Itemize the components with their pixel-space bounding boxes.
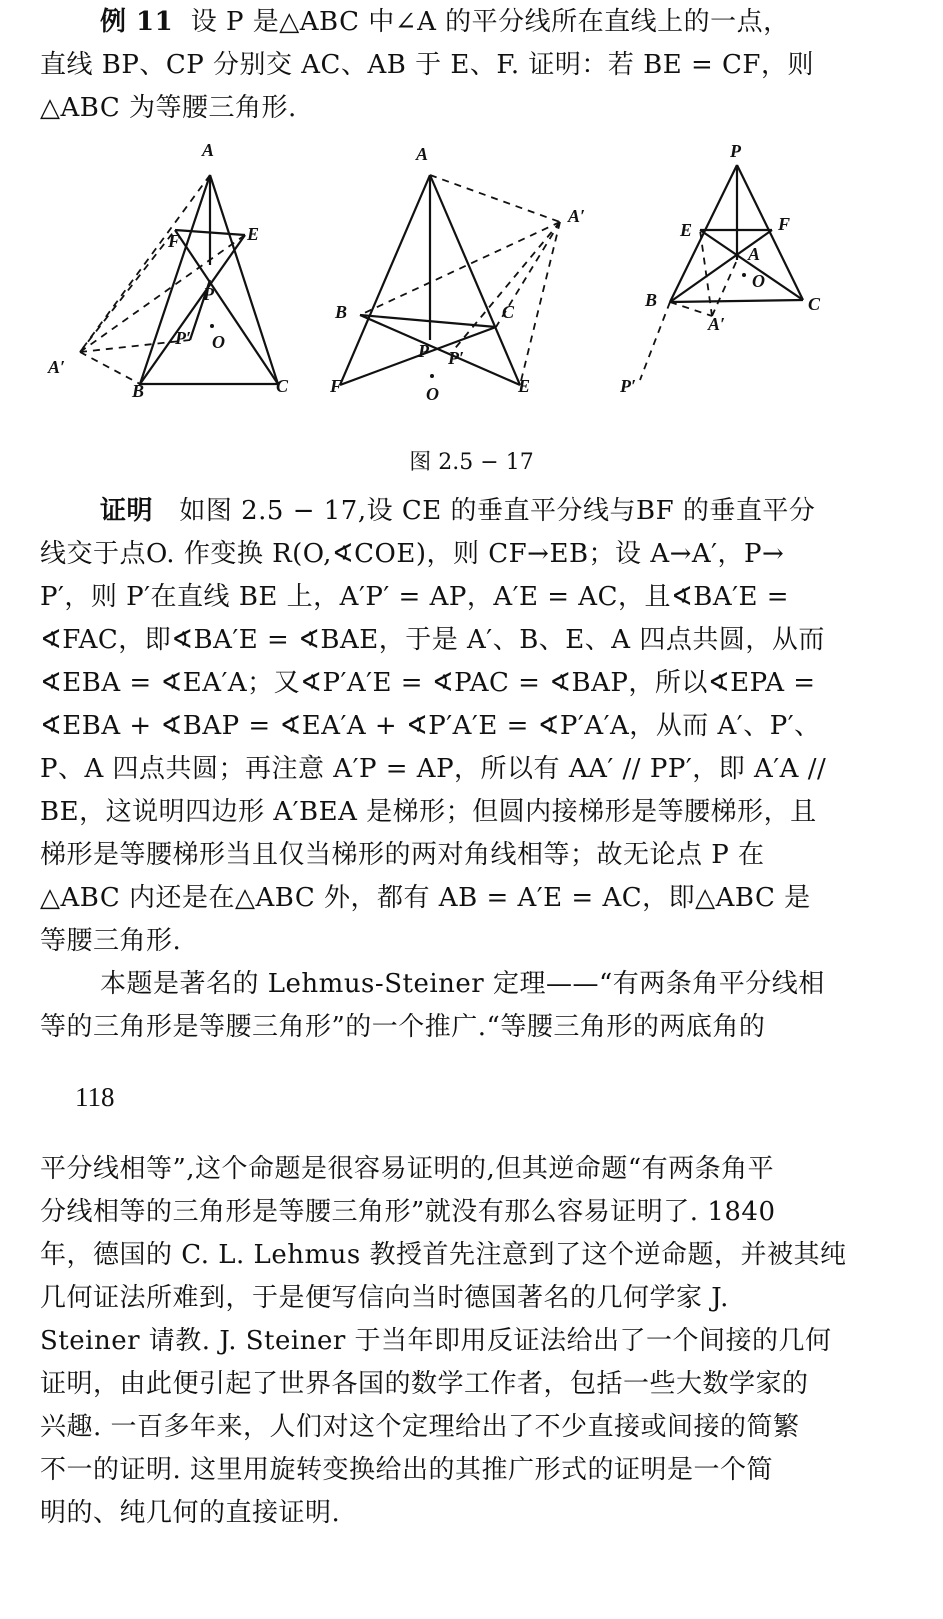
right-label-p: P (730, 141, 741, 161)
continuation-line-9: 明的、纯几何的直接证明. (40, 1498, 341, 1528)
problem-text: 设 P 是△ABC 中∠A 的平分线所在直线上的一点， (190, 7, 790, 37)
middle-label-p-prime: P′ (448, 348, 465, 368)
figure-2-5-17 (0, 130, 943, 430)
middle-diagram (329, 144, 585, 404)
continuation-line-7: 兴趣. 一百多年来，人们对这个定理给出了不少直接或间接的简繁 (40, 1412, 800, 1442)
middle-dash-aa (430, 175, 560, 222)
proof-heading: 证明 (100, 496, 154, 526)
left-dash-ap (80, 340, 190, 352)
problem-line-2: 直线 BP、CP 分别交 AC、AB 于 E、F. 证明：若 BE = CF，则 (40, 50, 814, 80)
right-label-p-prime: P′ (620, 376, 637, 396)
proof-line-9: 梯形是等腰梯形当且仅当梯形的两对角线相等；故无论点 P 在 (40, 840, 765, 870)
middle-label-f: F (330, 376, 343, 396)
left-label-a: A (202, 140, 215, 160)
continuation-line-2: 分线相等的三角形是等腰三角形”就没有那么容易证明了. 1840 (40, 1197, 776, 1227)
page-number: 118 (75, 1082, 115, 1112)
proof-line-6: ∢EBA + ∢BAP = ∢EA′A + ∢P′A′E = ∢P′A′A，从而 A′、P′、 (40, 711, 821, 741)
left-segment-cf (175, 230, 278, 384)
right-line-bc (670, 300, 803, 302)
middle-point-o (430, 374, 434, 378)
figure-caption: 图 2.5 − 17 (409, 450, 534, 475)
proof-line-10: △ABC 内还是在△ABC 外，都有 AB = A′E = AC，即△ABC 是 (40, 883, 811, 913)
right-label-e: E (680, 220, 693, 240)
right-dash-bp (640, 302, 670, 380)
right-label-a-prime: A′ (708, 314, 726, 334)
continuation-line-4: 几何证法所难到，于是便写信向当时德国著名的几何学家 J. (40, 1283, 729, 1313)
proof-line-11: 等腰三角形. (40, 926, 182, 956)
middle-line-bc (360, 315, 496, 327)
continuation-line-8: 不一的证明. 这里用旋转变换给出的其推广形式的证明是一个简 (40, 1455, 774, 1485)
middle-label-e: E (518, 376, 531, 396)
middle-label-p: P (418, 341, 429, 361)
right-diagram (619, 141, 821, 396)
proof-line-4: ∢FAC，即∢BA′E = ∢BAE，于是 A′、B、E、A 四点共圆，从而 (40, 625, 825, 655)
left-label-c: C (276, 376, 289, 396)
left-label-p-prime: P′ (175, 328, 192, 348)
middle-label-o: O (426, 384, 439, 404)
continuation-line-5: Steiner 请教. J. Steiner 于当年即用反证法给出了一个间接的几何 (40, 1326, 832, 1356)
proof-line-2: 线交于点O. 作变换 R(O,∢COE)，则 CF→EB；设 A→A′，P→ (40, 539, 785, 569)
right-point-o (742, 273, 746, 277)
proof-line-8: BE，这说明四边形 A′BEA 是梯形；但圆内接梯形是等腰梯形，且 (40, 797, 817, 827)
proof-line-1 (100, 495, 815, 527)
left-label-f: F (168, 231, 181, 251)
continuation-line-6: 证明，由此便引起了世界各国的数学工作者，包括一些大数学家的 (40, 1369, 809, 1399)
proof-line-5: ∢EBA = ∢EA′A；又∢P′A′E = ∢PAC = ∢BAP，所以∢EPA = (40, 668, 816, 698)
proof-text: 如图 2.5 − 17,设 CE 的垂直平分线与BF 的垂直平分 (179, 496, 816, 526)
left-label-e: E (247, 224, 260, 244)
left-label-b: B (132, 381, 145, 401)
left-label-o: O (212, 332, 225, 352)
remark-line-2: 等的三角形是等腰三角形”的一个推广.“等腰三角形的两底角的 (40, 1012, 766, 1042)
left-point-o (210, 324, 214, 328)
right-label-o: O (752, 271, 765, 291)
middle-label-b: B (335, 302, 348, 322)
proof-line-7: P、A 四点共圆；再注意 A′P = AP，所以有 AA′ // PP′，即 A′A // (40, 754, 827, 784)
right-line-bf (670, 230, 772, 302)
left-dash-aa (80, 175, 210, 352)
middle-line-ae (430, 175, 520, 385)
right-label-f: F (778, 214, 791, 234)
problem-heading: 例 11 (100, 7, 174, 37)
right-dash-ba (670, 302, 712, 316)
middle-label-a: A (416, 144, 429, 164)
middle-line-af (340, 175, 430, 385)
right-label-c: C (808, 294, 821, 314)
left-label-a-prime: A′ (48, 357, 66, 377)
proof-line-3: P′，则 P′在直线 BE 上，A′P′ = AP，A′E = AC，且∢BA′E = (40, 582, 790, 612)
continuation-line-3: 年，德国的 C. L. Lehmus 教授首先注意到了这个逆命题，并被其纯 (40, 1240, 847, 1270)
remark-line-1: 本题是著名的 Lehmus-Steiner 定理——“有两条角平分线相 (100, 969, 825, 999)
left-diagram (47, 140, 289, 401)
right-label-a: A (748, 244, 761, 264)
left-label-p: P (203, 284, 214, 304)
middle-label-a-prime: A′ (568, 206, 586, 226)
continuation-line-1: 平分线相等”,这个命题是很容易证明的,但其逆命题“有两条角平 (40, 1154, 775, 1184)
middle-label-c: C (502, 302, 515, 322)
problem-line-1 (100, 6, 790, 38)
problem-line-3: △ABC 为等腰三角形. (40, 93, 297, 123)
left-dash-ab (80, 352, 140, 384)
right-label-b: B (645, 290, 658, 310)
